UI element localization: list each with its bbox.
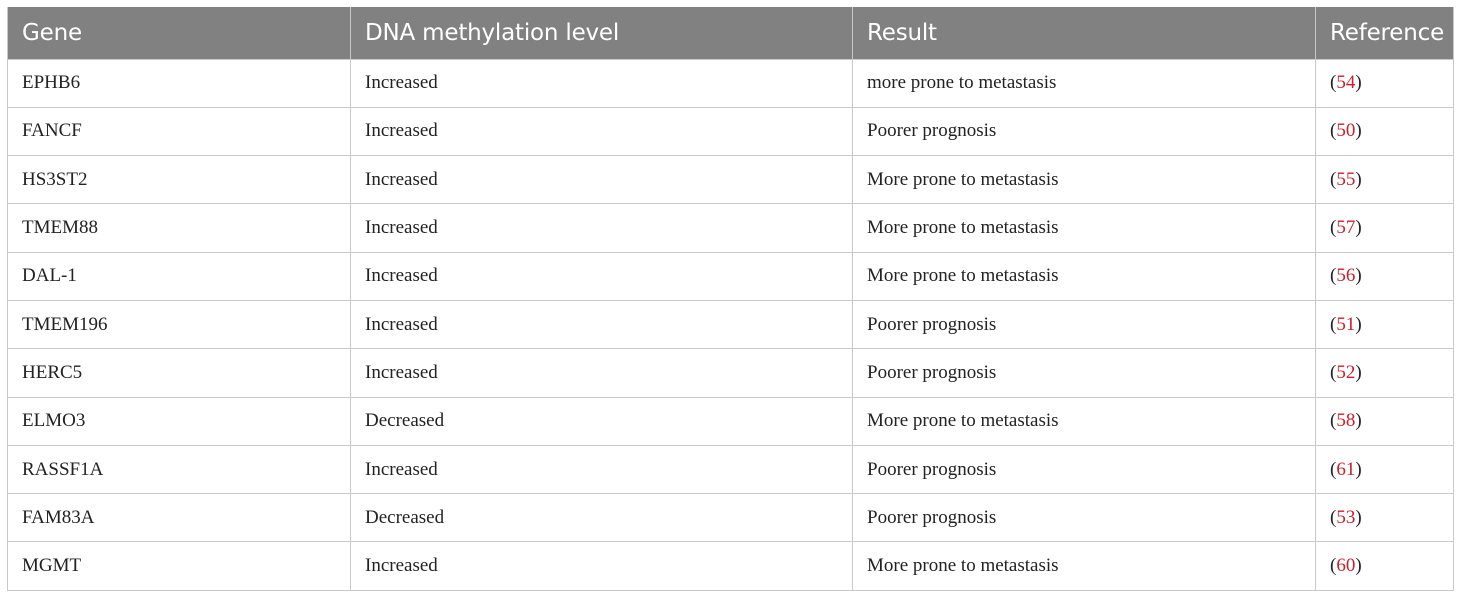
reference-close-paren: ): [1355, 168, 1362, 190]
reference-cell: [1316, 349, 1454, 397]
result-cell: More prone to metastasis: [853, 156, 1316, 204]
reference-open-paren: (: [1330, 217, 1337, 239]
result-cell: More prone to metastasis: [853, 252, 1316, 300]
gene-cell: HERC5: [8, 349, 351, 397]
reference-close-paren: ): [1355, 555, 1362, 577]
table-row: [8, 494, 1454, 542]
reference-open-paren: (: [1330, 410, 1337, 432]
reference-close-paren: ): [1355, 506, 1362, 528]
table-row: [8, 542, 1454, 590]
reference-cell: [1316, 204, 1454, 252]
reference-close-paren: ): [1355, 120, 1362, 142]
reference-link[interactable]: 60: [1336, 555, 1356, 577]
reference-link[interactable]: 55: [1336, 168, 1356, 190]
gene-cell: ELMO3: [8, 397, 351, 445]
table-row: [8, 349, 1454, 397]
reference-link[interactable]: 61: [1336, 458, 1356, 480]
reference-open-paren: (: [1330, 313, 1337, 335]
result-cell: Poorer prognosis: [853, 494, 1316, 542]
reference-open-paren: (: [1330, 361, 1337, 383]
reference-close-paren: ): [1355, 361, 1362, 383]
methylation-level-cell: Increased: [351, 300, 853, 348]
reference-cell: [1316, 445, 1454, 493]
gene-cell: MGMT: [8, 542, 351, 590]
table-row: [8, 397, 1454, 445]
table-body: [8, 59, 1454, 590]
gene-cell: RASSF1A: [8, 445, 351, 493]
reference-link[interactable]: 50: [1336, 120, 1356, 142]
reference-close-paren: ): [1355, 458, 1362, 480]
result-cell: more prone to metastasis: [853, 59, 1316, 107]
header-row: [8, 7, 1454, 59]
reference-link[interactable]: 56: [1336, 265, 1356, 287]
header-result: Result: [853, 7, 1316, 59]
result-cell: Poorer prognosis: [853, 445, 1316, 493]
reference-cell: [1316, 156, 1454, 204]
reference-open-paren: (: [1330, 265, 1337, 287]
table-row: [8, 252, 1454, 300]
reference-open-paren: (: [1330, 168, 1337, 190]
methylation-level-cell: Increased: [351, 349, 853, 397]
gene-cell: EPHB6: [8, 59, 351, 107]
methylation-level-cell: Increased: [351, 107, 853, 155]
result-cell: Poorer prognosis: [853, 349, 1316, 397]
reference-close-paren: ): [1355, 313, 1362, 335]
gene-cell: TMEM88: [8, 204, 351, 252]
reference-link[interactable]: 51: [1336, 313, 1356, 335]
methylation-level-cell: Increased: [351, 445, 853, 493]
reference-cell: [1316, 107, 1454, 155]
header-reference: Reference: [1316, 7, 1454, 59]
header-gene: Gene: [8, 7, 351, 59]
reference-cell: [1316, 59, 1454, 107]
table-row: [8, 156, 1454, 204]
table-header: [8, 7, 1454, 59]
reference-cell: [1316, 397, 1454, 445]
result-cell: More prone to metastasis: [853, 542, 1316, 590]
gene-cell: FANCF: [8, 107, 351, 155]
result-cell: More prone to metastasis: [853, 204, 1316, 252]
reference-cell: [1316, 494, 1454, 542]
reference-cell: [1316, 252, 1454, 300]
methylation-level-cell: Decreased: [351, 397, 853, 445]
table-row: [8, 204, 1454, 252]
reference-close-paren: ): [1355, 72, 1362, 94]
reference-link[interactable]: 58: [1336, 410, 1356, 432]
reference-open-paren: (: [1330, 120, 1337, 142]
reference-open-paren: (: [1330, 72, 1337, 94]
reference-close-paren: ): [1355, 410, 1362, 432]
methylation-level-cell: Increased: [351, 204, 853, 252]
gene-cell: HS3ST2: [8, 156, 351, 204]
reference-link[interactable]: 57: [1336, 217, 1356, 239]
reference-cell: [1316, 300, 1454, 348]
methylation-level-cell: Increased: [351, 542, 853, 590]
reference-close-paren: ): [1355, 265, 1362, 287]
methylation-level-cell: Increased: [351, 59, 853, 107]
reference-open-paren: (: [1330, 458, 1337, 480]
result-cell: Poorer prognosis: [853, 300, 1316, 348]
reference-close-paren: ): [1355, 217, 1362, 239]
gene-cell: DAL-1: [8, 252, 351, 300]
methylation-level-cell: Increased: [351, 156, 853, 204]
methylation-table: [7, 7, 1454, 591]
table-row: [8, 107, 1454, 155]
reference-link[interactable]: 53: [1336, 506, 1356, 528]
header-dna-methylation-level: DNA methylation level: [351, 7, 853, 59]
table-row: [8, 59, 1454, 107]
gene-cell: TMEM196: [8, 300, 351, 348]
table-row: [8, 445, 1454, 493]
reference-link[interactable]: 54: [1336, 72, 1356, 94]
reference-open-paren: (: [1330, 555, 1337, 577]
table-row: [8, 300, 1454, 348]
methylation-level-cell: Increased: [351, 252, 853, 300]
reference-link[interactable]: 52: [1336, 361, 1356, 383]
reference-open-paren: (: [1330, 506, 1337, 528]
gene-cell: FAM83A: [8, 494, 351, 542]
result-cell: Poorer prognosis: [853, 107, 1316, 155]
reference-cell: [1316, 542, 1454, 590]
result-cell: More prone to metastasis: [853, 397, 1316, 445]
methylation-level-cell: Decreased: [351, 494, 853, 542]
